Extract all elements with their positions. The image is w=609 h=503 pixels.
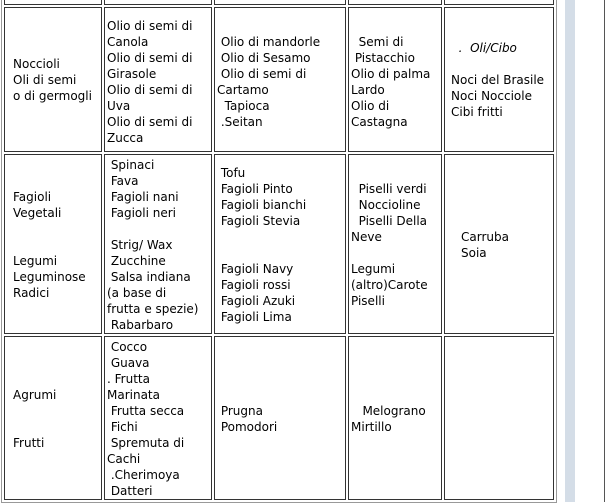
food-item: Fagioli nani	[107, 190, 179, 204]
food-cell	[214, 336, 346, 500]
food-item: Piselli	[351, 294, 385, 308]
food-item: Fava	[107, 174, 139, 188]
table-row	[4, 154, 554, 334]
food-item: Tapioca	[217, 99, 270, 113]
food-item: . Frutta	[107, 372, 150, 386]
food-item: Fagioli Stevia	[217, 214, 301, 228]
food-item: Fagioli rossi	[217, 278, 291, 292]
food-item: Cibi fritti	[451, 105, 503, 119]
food-item: Strig/ Wax	[107, 238, 173, 252]
food-cell	[444, 336, 554, 500]
food-item: Olio di palma	[351, 67, 431, 81]
food-item: Olio di Sesamo	[217, 51, 311, 65]
food-cell	[104, 336, 212, 500]
food-item: Prugna	[217, 404, 263, 418]
category-cell	[4, 7, 102, 152]
food-item: Noci Nocciole	[451, 89, 532, 103]
food-item: Olio di semi di	[107, 19, 193, 33]
food-item: Oli di semi	[13, 72, 77, 87]
food-item: Olio di semi di	[107, 115, 193, 129]
food-item: (altro)Carote	[351, 278, 428, 292]
food-cell	[104, 7, 212, 152]
food-item: Fagioli Azuki	[217, 294, 296, 308]
food-item: Piselli verdi	[351, 182, 427, 196]
food-item: Olio di semi di	[107, 51, 193, 65]
food-item: Olio di semi di	[217, 67, 307, 81]
italic-note: . Oli/Cibo	[451, 41, 517, 55]
food-compatibility-table	[1, 0, 557, 503]
food-item: Legumi	[351, 262, 396, 276]
food-item: Uva	[107, 99, 131, 113]
food-cell	[348, 336, 442, 500]
food-item: Soia	[461, 246, 487, 260]
food-item: Neve	[351, 230, 382, 244]
food-item: Fagioli bianchi	[217, 198, 307, 212]
food-item: Tofu	[217, 166, 246, 180]
food-item: Guava	[107, 356, 150, 370]
food-item: Fagioli Navy	[217, 262, 294, 276]
food-item: Melograno	[351, 404, 426, 418]
food-item: Pomodori	[217, 420, 278, 434]
food-item: Fagioli neri	[107, 206, 176, 220]
food-item: Cartamo	[217, 83, 269, 97]
food-cell	[348, 7, 442, 152]
category-cell	[4, 336, 102, 500]
food-cell	[348, 154, 442, 334]
food-item: (a base di	[107, 286, 167, 300]
food-item: Castagna	[351, 115, 408, 129]
food-item: Canola	[107, 35, 149, 49]
food-item: Agrumi	[13, 388, 57, 402]
food-item: Zucchine	[107, 254, 166, 268]
category-cell	[4, 154, 102, 334]
food-item: Rabarbaro	[107, 318, 174, 332]
food-item: Salsa indiana	[107, 270, 191, 284]
food-item: Cachi	[107, 452, 141, 466]
food-item: Noccioli	[13, 56, 60, 71]
food-item: o di germogli	[13, 88, 92, 103]
food-item: Carruba	[461, 230, 509, 244]
food-item: Fagioli Lima	[217, 310, 292, 324]
category-lines	[5, 56, 101, 104]
table-row-top-partial	[4, 0, 554, 5]
food-item: Legumi	[13, 254, 58, 268]
food-cell	[444, 154, 554, 334]
food-item: .Seitan	[217, 115, 263, 129]
food-cell	[444, 7, 554, 152]
food-item: Olio di mandorle	[217, 35, 321, 49]
scrollbar-track[interactable]	[565, 0, 575, 502]
food-item: Marinata	[107, 388, 160, 402]
food-item: Noci del Brasile	[451, 73, 545, 87]
food-item: Piselli Della	[351, 214, 428, 228]
food-item: Lardo	[351, 83, 385, 97]
food-item: frutta e spezie)	[107, 302, 199, 316]
food-item: Girasole	[107, 67, 157, 81]
food-item: .Cherimoya	[107, 468, 180, 482]
food-item: Olio di semi di	[107, 83, 193, 97]
food-item: Fagioli Pinto	[217, 182, 293, 196]
food-item: Noccioline	[351, 198, 421, 212]
food-item: Vegetali	[13, 206, 62, 220]
table-row	[4, 336, 554, 500]
food-item: Pistacchio	[351, 51, 415, 65]
food-item: Fichi	[107, 420, 138, 434]
food-item: Spinaci	[107, 158, 155, 172]
food-item: Leguminose	[13, 270, 86, 284]
food-cell	[214, 7, 346, 152]
food-item: Zucca	[107, 131, 144, 145]
food-item: Spremuta di	[107, 436, 185, 450]
food-item: Datteri	[107, 484, 153, 498]
food-item: Mirtillo	[351, 420, 392, 434]
food-cell	[104, 154, 212, 334]
food-cell	[214, 154, 346, 334]
food-item: Frutti	[13, 436, 45, 450]
food-item: Olio di	[351, 99, 390, 113]
food-item: Frutta secca	[107, 404, 185, 418]
table-row	[4, 7, 554, 152]
food-item: Cocco	[107, 340, 148, 354]
food-item: Fagioli	[13, 190, 52, 204]
food-item: Semi di	[351, 35, 404, 49]
food-item: Radici	[13, 286, 50, 300]
window-border	[604, 0, 605, 502]
